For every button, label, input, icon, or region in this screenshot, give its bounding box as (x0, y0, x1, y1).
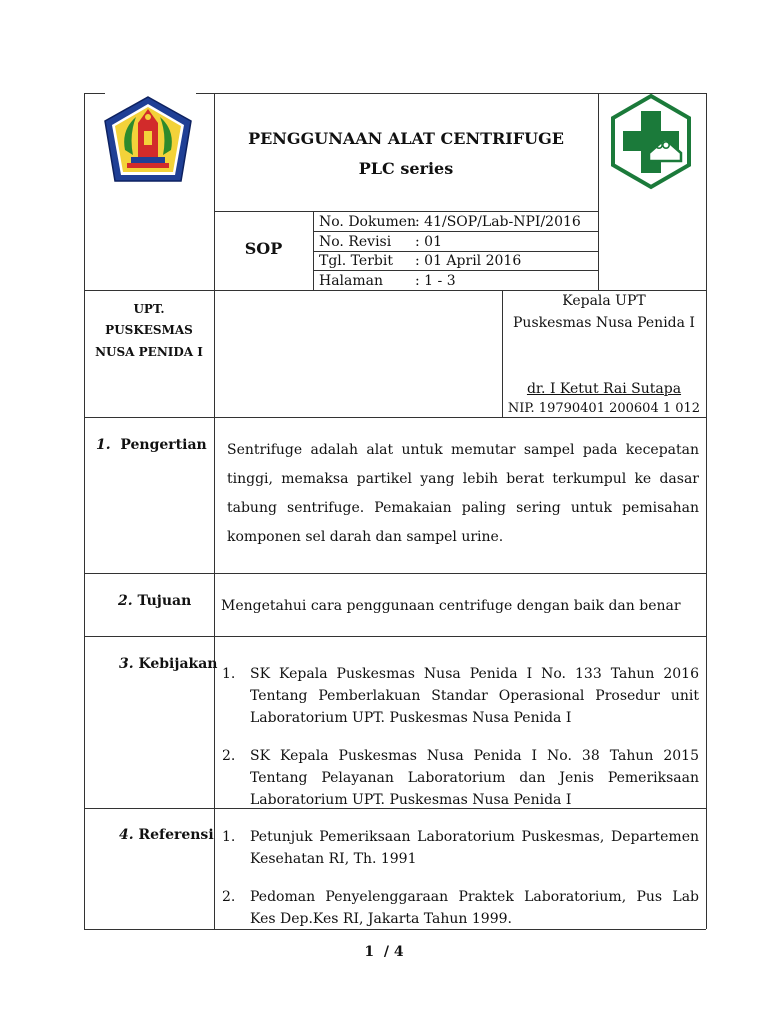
current-page: 1 (364, 944, 375, 960)
list-item-text: SK Kepala Puskesmas Nusa Penida I No. 133 Tahun 2016 Tentang Pemberlakuan Standar Operasional Prosedur unit Laboratorium UPT. Puskesmas Nusa Penida I (250, 666, 699, 726)
list-item-number: 1. (222, 829, 236, 845)
regency-emblem-logo (101, 95, 195, 185)
table-border (84, 93, 85, 929)
unit-name-line: NUSA PENIDA I (95, 345, 203, 359)
section-heading (119, 655, 217, 673)
table-divider (214, 93, 215, 929)
table-divider (84, 290, 706, 291)
table-divider (598, 93, 599, 290)
total-pages: / 4 (383, 944, 404, 960)
table-divider (84, 636, 706, 637)
doc-info-value: : 1 - 3 (415, 273, 456, 289)
kebijakan-list (222, 663, 699, 811)
section-title: Tujuan (137, 593, 192, 609)
section-number: 1. (96, 437, 111, 453)
table-divider (313, 270, 598, 271)
document-subtitle: PLC series (358, 159, 454, 178)
document-title: PENGGUNAAN ALAT CENTRIFUGE (248, 129, 564, 148)
sop-label: SOP (244, 239, 283, 258)
signatory-role: Puskesmas Nusa Penida I (513, 315, 695, 331)
doc-info-label: No. Revisi (319, 234, 392, 250)
list-item (222, 745, 699, 811)
page-number (0, 943, 768, 961)
section-number: 3. (119, 656, 134, 672)
doc-info-label: No. Dokumen (319, 214, 417, 230)
section-heading (118, 592, 191, 610)
section-number: 4. (119, 827, 134, 843)
list-item (222, 886, 699, 930)
doc-info-value: : 01 April 2016 (415, 253, 522, 269)
list-item-number: 1. (222, 666, 236, 682)
unit-name-line: PUSKESMAS (105, 323, 193, 337)
list-item (222, 663, 699, 729)
pengertian-text: Sentrifuge adalah alat untuk memutar sampel pada kecepatan tinggi, memaksa partikel yang lebih berat terkumpul ke dasar tabung sentrifuge. Pemakaian paling sering untuk pemisahan komponen sel darah dan sampel urine. (227, 442, 699, 545)
section-number: 2. (118, 593, 133, 609)
section-title: Kebijakan (138, 656, 218, 672)
section-heading (119, 826, 214, 844)
table-divider (313, 231, 598, 232)
table-divider (84, 573, 706, 574)
list-item-number: 2. (222, 748, 236, 764)
list-item-text: Pedoman Penyelenggaraan Praktek Laboratorium, Pus Lab Kes Dep.Kes RI, Jakarta Tahun 1999. (250, 889, 699, 927)
doc-info-label: Halaman (319, 273, 384, 289)
doc-info-label: Tgl. Terbit (319, 253, 393, 269)
tujuan-text: Mengetahui cara penggunaan centrifuge dengan baik dan benar (221, 598, 681, 614)
list-item-text: Petunjuk Pemeriksaan Laboratorium Puskesmas, Departemen Kesehatan RI, Th. 1991 (250, 829, 699, 867)
table-divider (214, 211, 598, 212)
list-item-text: SK Kepala Puskesmas Nusa Penida I No. 38 Tahun 2015 Tentang Pelayanan Laboratorium dan Jenis Pemeriksaan Laboratorium UPT. Puskesmas Nusa Penida I (250, 748, 699, 808)
section-heading (96, 436, 207, 454)
doc-info-value: : 41/SOP/Lab-NPI/2016 (415, 214, 581, 230)
unit-name-line: UPT. (133, 302, 165, 316)
signatory-nip: NIP. 19790401 200604 1 012 (507, 401, 701, 416)
list-item-number: 2. (222, 889, 236, 905)
doc-info-value: : 01 (415, 234, 442, 250)
section-title: Referensi (138, 827, 214, 843)
table-border (706, 93, 707, 929)
referensi-list (222, 826, 699, 930)
signatory-role: Kepala UPT (562, 293, 646, 309)
list-item (222, 826, 699, 870)
section-title: Pengertian (120, 437, 207, 453)
table-border (84, 93, 105, 94)
signatory-name: dr. I Ketut Rai Sutapa (526, 381, 682, 397)
puskesmas-logo (609, 93, 693, 190)
